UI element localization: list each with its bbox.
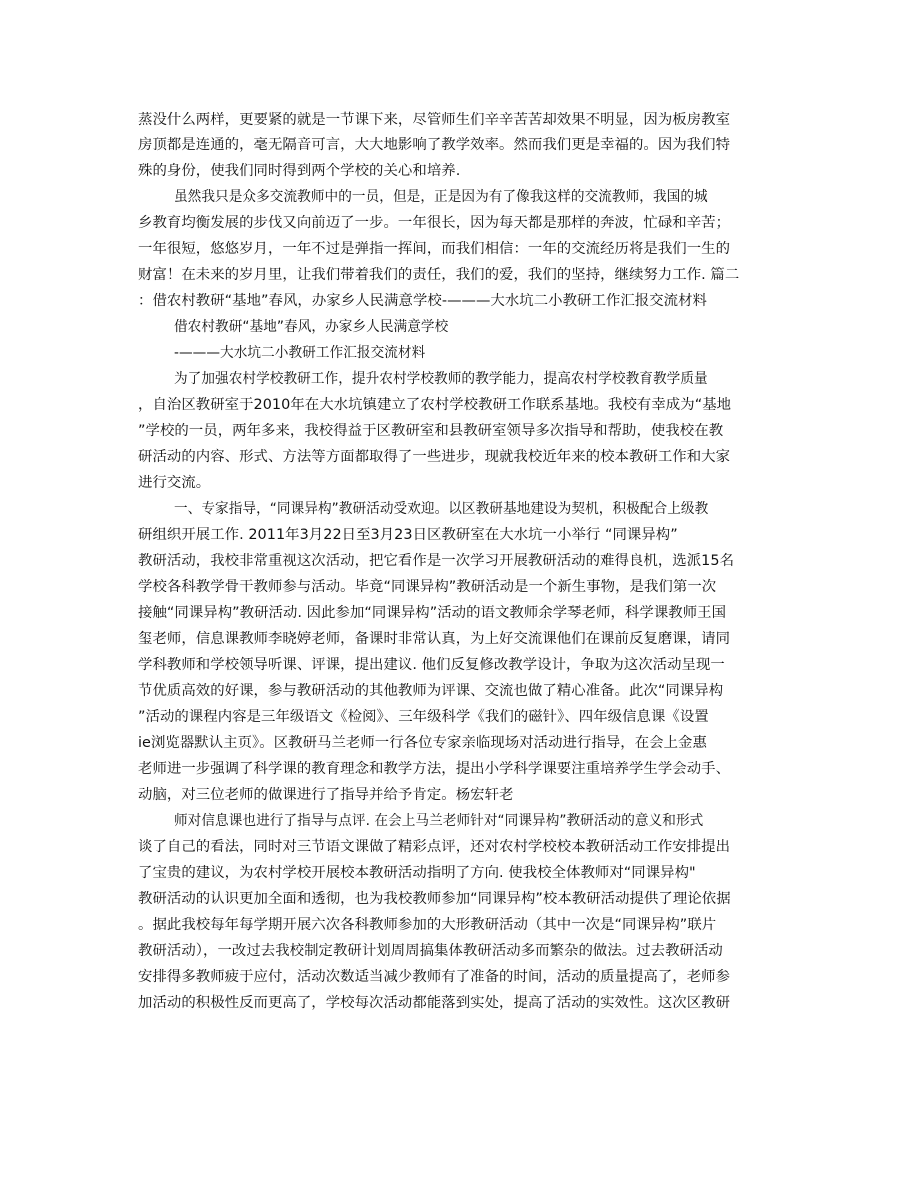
text-line: 为了加强农村学校教研工作，提升农村学校教师的教学能力，提高农村学校教育教学质量 — [174, 371, 708, 387]
text-line: 教研活动），一改过去我校制定教研计划周周搞集体教研活动多而繁杂的做法。过去教研活动 — [138, 943, 723, 959]
text-line: ”活动的课程内容是三年级语文《检阅》、三年级科学《我们的磁针》、四年级信息课《设置 — [138, 709, 709, 725]
subtitle-line: -———大水坑二小教研工作汇报交流材料 — [174, 345, 426, 361]
text-line: 蒸没什么两样，更要紧的就是一节课下来，尽管师生们辛辛苦苦却效果不明显，因为板房教室 — [138, 112, 731, 128]
text-line: 。据此我校每年每学期开展六次各科教师参加的大形教研活动（其中一次是“同课异构”联片 — [138, 917, 717, 933]
text-line: 财富！在未来的岁月里，让我们带着我们的责任，我们的爱，我们的坚持，继续努力工作. 篇二 — [138, 267, 740, 283]
text-line: 老师进一步强调了科学课的教育理念和教学方法，提出小学科学课要注重培养学生学会动手、 — [138, 761, 731, 777]
text-line: 学校各科教学骨干教师参与活动。毕竟“同课异构”教研活动是一个新生事物，是我们第一次 — [138, 579, 717, 595]
text-line: 一、专家指导，“同课异构”教研活动受欢迎。以区教研基地建设为契机，积极配合上级教 — [174, 501, 709, 517]
text-line: 安排得多教师疲于应付，活动次数适当减少教师有了准备的时间，活动的质量提高了，老师参 — [138, 969, 731, 985]
text-line: 乡教育均衡发展的步伐又向前迈了一步。一年很长，因为每天都是那样的奔波，忙碌和辛苦； — [138, 215, 731, 231]
text-line: 进行交流。 — [138, 475, 211, 491]
text-line: 殊的身份，使我们同时得到两个学校的关心和培养. — [138, 163, 461, 179]
text-line: 动脑，对三位老师的做课进行了指导并给予肯定。杨宏轩老 — [138, 787, 514, 803]
text-line: ：借农村教研“基地”春风，办家乡人民满意学校-———大水坑二小教研工作汇报交流材料 — [138, 293, 707, 309]
text-line: 教研活动的认识更加全面和透彻，也为我校教师参加“同课异构”校本教研活动提供了理论依据 — [138, 891, 731, 907]
text-line: 师对信息课也进行了指导与点评. 在会上马兰老师针对“同课异构”教研活动的意义和形式 — [174, 813, 704, 829]
text-line: 接触“同课异构”教研活动. 因此参加“同课异构”活动的语文教师余学琴老师，科学课教师王国 — [138, 605, 727, 621]
text-line: 一年很短，悠悠岁月，一年不过是弹指一挥间，而我们相信：一年的交流经历将是我们一生的 — [138, 241, 731, 257]
text-line: 学科教师和学校领导听课、评课，提出建议. 他们反复修改教学设计，争取为这次活动呈现一 — [138, 657, 725, 673]
subtitle-line: 借农村教研“基地”春风，办家乡人民满意学校 — [174, 319, 449, 335]
text-line: 虽然我只是众多交流教师中的一员，但是，正是因为有了像我这样的交流教师，我国的城 — [174, 189, 708, 205]
text-line: 了宝贵的建议，为农村学校开展校本教研活动指明了方向. 使我校全体教师对“同课异构" — [138, 865, 696, 881]
text-line: 房顶都是连通的，毫无隔音可言，大大地影响了教学效率。然而我们更是幸福的。因为我们特 — [138, 137, 731, 153]
text-line: 研活动的内容、形式、方法等方面都取得了一些进步，现就我校近年来的校本教研工作和大家 — [138, 449, 731, 465]
text-line: 教研活动，我校非常重视这次活动，把它看作是一次学习开展教研活动的难得良机，选派15名 — [138, 553, 735, 569]
text-line: 玺老师，信息课教师李晓婷老师，备课时非常认真，为上好交流课他们在课前反复磨课，请同 — [138, 631, 731, 647]
text-line: ie浏览器默认主页》。区教研马兰老师一行各位专家亲临现场对活动进行指导，在会上金惠 — [138, 735, 707, 751]
text-line: 加活动的积极性反而更高了，学校每次活动都能落到实处，提高了活动的实效性。这次区教研 — [138, 995, 731, 1011]
text-line: ，自治区教研室于2010年在大水坑镇建立了农村学校教研工作联系基地。我校有幸成为“基地 — [138, 397, 732, 413]
text-line: ”学校的一员，两年多来，我校得益于区教研室和县教研室领导多次指导和帮助，使我校在教 — [138, 423, 724, 439]
text-line: 谈了自己的看法，同时对三节语文课做了精彩点评，还对农村学校校本教研活动工作安排提出 — [138, 839, 731, 855]
text-line: 节优质高效的好课，参与教研活动的其他教师为评课、交流也做了精心准备。此次“同课异构 — [138, 683, 724, 699]
text-line: 研组织开展工作. 2011年3月22日至3月23日区教研室在大水坑一小举行 “同课异构” — [138, 527, 678, 543]
